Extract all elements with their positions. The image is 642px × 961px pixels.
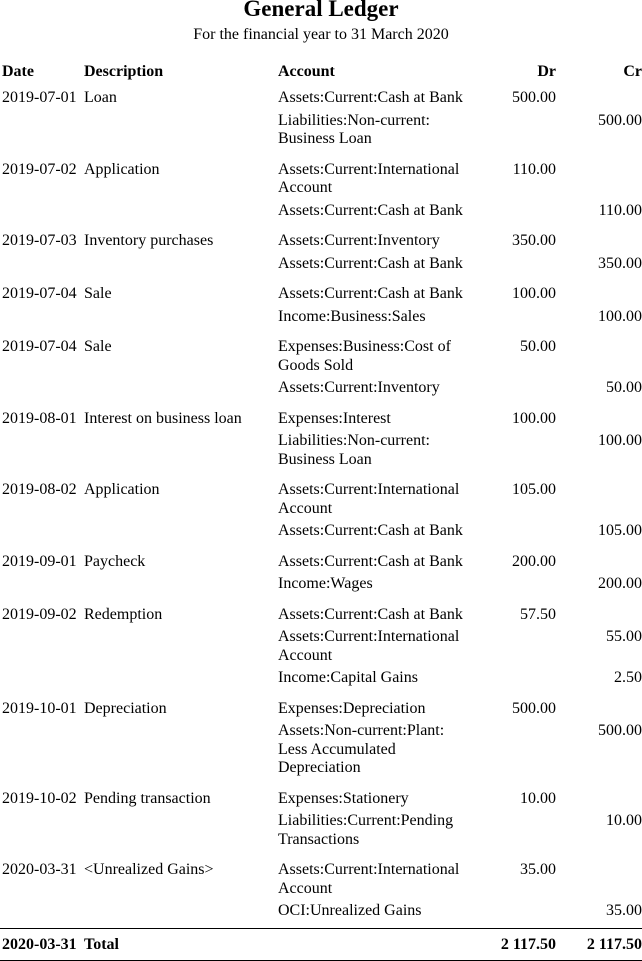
entry-description bbox=[80, 430, 278, 476]
posting-dr bbox=[474, 520, 556, 548]
entry-description: Inventory purchases bbox=[84, 232, 214, 249]
entry-date: 2019-07-04 bbox=[2, 338, 77, 355]
table-row bbox=[0, 548, 642, 574]
table-row bbox=[0, 306, 642, 334]
posting-cr: 105.00 bbox=[598, 522, 642, 539]
posting-cr: 50.00 bbox=[606, 379, 642, 396]
column-header-date: Date bbox=[2, 62, 34, 80]
table-row bbox=[0, 573, 642, 601]
posting-account: Income:Business:Sales bbox=[278, 307, 426, 325]
posting-dr bbox=[474, 667, 556, 695]
entry-description bbox=[80, 377, 278, 405]
column-header-account: Account bbox=[278, 62, 335, 80]
posting-cr: 100.00 bbox=[598, 307, 642, 325]
posting-account: Assets:Current:Cash at Bank bbox=[278, 522, 463, 539]
column-header-description: Description bbox=[84, 62, 164, 80]
table-row bbox=[0, 601, 642, 627]
posting-account: Expenses:Interest bbox=[278, 409, 391, 427]
posting-account: Assets:Current:Cash at Bank bbox=[278, 254, 463, 272]
posting-cr bbox=[556, 856, 642, 900]
posting-cr bbox=[556, 333, 642, 377]
table-row bbox=[0, 720, 642, 785]
posting-cr: 500.00 bbox=[598, 722, 642, 739]
entry-description bbox=[80, 667, 278, 695]
table-row bbox=[0, 785, 642, 811]
entry-description bbox=[80, 253, 278, 281]
table-row bbox=[0, 110, 642, 156]
entry-date bbox=[0, 306, 80, 334]
entry-description: Application bbox=[84, 481, 160, 498]
entry-date: 2019-07-01 bbox=[2, 89, 77, 106]
posting-dr: 500.00 bbox=[512, 699, 556, 717]
posting-dr bbox=[474, 626, 556, 667]
posting-dr: 50.00 bbox=[520, 338, 556, 355]
table-row bbox=[0, 333, 642, 377]
posting-dr bbox=[474, 253, 556, 281]
posting-account: Income:Capital Gains bbox=[278, 669, 418, 686]
posting-dr bbox=[474, 810, 556, 856]
table-row bbox=[0, 626, 642, 667]
posting-cr: 350.00 bbox=[598, 254, 642, 272]
posting-cr: 10.00 bbox=[606, 812, 642, 829]
posting-account: Income:Wages bbox=[278, 575, 373, 592]
posting-cr bbox=[556, 785, 642, 811]
posting-dr bbox=[474, 306, 556, 334]
ledger-table bbox=[0, 60, 642, 961]
entry-date: 2019-10-02 bbox=[2, 789, 77, 807]
entry-description: Redemption bbox=[84, 605, 163, 623]
entry-date: 2019-09-02 bbox=[2, 605, 77, 623]
posting-dr: 110.00 bbox=[512, 160, 556, 178]
posting-cr: 55.00 bbox=[606, 628, 642, 645]
posting-cr bbox=[556, 695, 642, 721]
entry-date bbox=[0, 667, 80, 695]
entry-description: Pending transaction bbox=[84, 789, 211, 807]
total-row bbox=[0, 928, 642, 961]
entry-date bbox=[0, 720, 80, 785]
posting-dr: 100.00 bbox=[512, 285, 556, 302]
entry-date bbox=[0, 377, 80, 405]
table-row bbox=[0, 227, 642, 253]
entry-date: 2020-03-31 bbox=[2, 861, 77, 878]
posting-account: OCI:Unrealized Gains bbox=[278, 902, 422, 919]
posting-dr: 57.50 bbox=[520, 605, 556, 623]
posting-account: Liabilities:Non-current: Business Loan bbox=[278, 111, 430, 147]
posting-account: Assets:Current:Cash at Bank bbox=[278, 552, 463, 570]
table-row bbox=[0, 856, 642, 900]
entry-date bbox=[0, 626, 80, 667]
posting-account: Assets:Current:International Account bbox=[278, 628, 460, 664]
posting-account: Expenses:Stationery bbox=[278, 789, 409, 807]
posting-account: Assets:Current:Cash at Bank bbox=[278, 605, 463, 623]
table-row bbox=[0, 900, 642, 928]
table-row bbox=[0, 156, 642, 200]
page-title: General Ledger bbox=[243, 0, 399, 21]
ledger-header-row bbox=[0, 60, 642, 84]
posting-dr bbox=[474, 110, 556, 156]
posting-cr: 500.00 bbox=[598, 111, 642, 129]
posting-dr: 100.00 bbox=[512, 409, 556, 427]
entry-description: Paycheck bbox=[84, 552, 146, 570]
entry-date: 2019-07-04 bbox=[2, 285, 77, 302]
posting-cr bbox=[556, 548, 642, 574]
posting-cr: 100.00 bbox=[598, 432, 642, 449]
column-header-dr: Dr bbox=[537, 62, 556, 80]
entry-date: 2019-07-03 bbox=[2, 232, 77, 249]
entry-date bbox=[0, 110, 80, 156]
total-account-empty bbox=[278, 928, 474, 961]
posting-account: Assets:Current:Cash at Bank bbox=[278, 89, 463, 106]
posting-dr bbox=[474, 720, 556, 785]
table-row bbox=[0, 430, 642, 476]
posting-account: Expenses:Depreciation bbox=[278, 699, 426, 717]
entry-description: Depreciation bbox=[84, 699, 167, 717]
entry-description bbox=[80, 626, 278, 667]
entry-description: Loan bbox=[84, 89, 117, 106]
entry-date bbox=[0, 430, 80, 476]
posting-dr bbox=[474, 430, 556, 476]
total-label: Total bbox=[80, 928, 278, 961]
table-row bbox=[0, 200, 642, 228]
ledger-body bbox=[0, 84, 642, 928]
posting-dr: 350.00 bbox=[512, 232, 556, 249]
posting-account: Assets:Current:International Account bbox=[278, 160, 460, 196]
entry-date bbox=[0, 253, 80, 281]
entry-date: 2019-10-01 bbox=[2, 699, 77, 717]
posting-dr bbox=[474, 377, 556, 405]
table-row bbox=[0, 695, 642, 721]
entry-description: <Unrealized Gains> bbox=[84, 861, 214, 878]
posting-dr bbox=[474, 573, 556, 601]
entry-date: 2019-08-02 bbox=[2, 481, 77, 498]
entry-description bbox=[80, 306, 278, 334]
posting-account: Expenses:Business:Cost of Goods Sold bbox=[278, 338, 451, 374]
posting-dr: 200.00 bbox=[512, 552, 556, 570]
total-dr: 2 117.50 bbox=[474, 928, 556, 961]
posting-cr bbox=[556, 601, 642, 627]
posting-cr bbox=[556, 227, 642, 253]
table-row bbox=[0, 253, 642, 281]
entry-date bbox=[0, 900, 80, 928]
posting-cr bbox=[556, 84, 642, 110]
posting-account: Assets:Current:Inventory bbox=[278, 232, 440, 249]
posting-account: Assets:Current:Inventory bbox=[278, 379, 440, 396]
posting-account: Assets:Non-current:Plant: Less Accumulated Depreciation bbox=[278, 722, 445, 776]
posting-dr bbox=[474, 200, 556, 228]
posting-cr: 110.00 bbox=[598, 201, 642, 219]
posting-account: Assets:Current:Cash at Bank bbox=[278, 201, 463, 219]
entry-date: 2019-09-01 bbox=[2, 552, 77, 570]
posting-cr bbox=[556, 476, 642, 520]
total-cr: 2 117.50 bbox=[556, 928, 642, 961]
table-row bbox=[0, 667, 642, 695]
entry-date bbox=[0, 520, 80, 548]
entry-description bbox=[80, 520, 278, 548]
table-row bbox=[0, 84, 642, 110]
entry-date bbox=[0, 573, 80, 601]
entry-description: Sale bbox=[84, 285, 112, 302]
entry-date: 2019-08-01 bbox=[2, 409, 77, 427]
posting-dr: 105.00 bbox=[512, 481, 556, 498]
entry-description: Interest on business loan bbox=[84, 409, 242, 427]
table-row bbox=[0, 520, 642, 548]
posting-cr bbox=[556, 405, 642, 431]
entry-date bbox=[0, 200, 80, 228]
entry-description bbox=[80, 720, 278, 785]
entry-description bbox=[80, 810, 278, 856]
posting-dr: 10.00 bbox=[520, 789, 556, 807]
posting-account: Assets:Current:International Account bbox=[278, 861, 460, 897]
column-header-cr: Cr bbox=[623, 62, 642, 80]
posting-dr: 500.00 bbox=[512, 89, 556, 106]
entry-description: Sale bbox=[84, 338, 112, 355]
table-row bbox=[0, 405, 642, 431]
posting-account: Liabilities:Non-current: Business Loan bbox=[278, 432, 430, 468]
posting-dr: 35.00 bbox=[520, 861, 556, 878]
posting-account: Assets:Current:International Account bbox=[278, 481, 460, 517]
total-date: 2020-03-31 bbox=[0, 928, 80, 961]
posting-cr: 200.00 bbox=[598, 575, 642, 592]
entry-description bbox=[80, 573, 278, 601]
table-row bbox=[0, 476, 642, 520]
posting-cr: 2.50 bbox=[614, 669, 642, 686]
entry-description bbox=[80, 110, 278, 156]
table-row bbox=[0, 280, 642, 306]
page-subtitle: For the financial year to 31 March 2020 bbox=[193, 26, 449, 43]
entry-date bbox=[0, 810, 80, 856]
posting-cr: 35.00 bbox=[606, 902, 642, 919]
entry-description: Application bbox=[84, 160, 160, 178]
posting-account: Assets:Current:Cash at Bank bbox=[278, 285, 463, 302]
posting-dr bbox=[474, 900, 556, 928]
entry-description bbox=[80, 900, 278, 928]
entry-description bbox=[80, 200, 278, 228]
entry-date: 2019-07-02 bbox=[2, 160, 77, 178]
posting-cr bbox=[556, 280, 642, 306]
posting-cr bbox=[556, 156, 642, 200]
posting-account: Liabilities:Current:Pending Transactions bbox=[278, 812, 454, 848]
table-row bbox=[0, 810, 642, 856]
table-row bbox=[0, 377, 642, 405]
